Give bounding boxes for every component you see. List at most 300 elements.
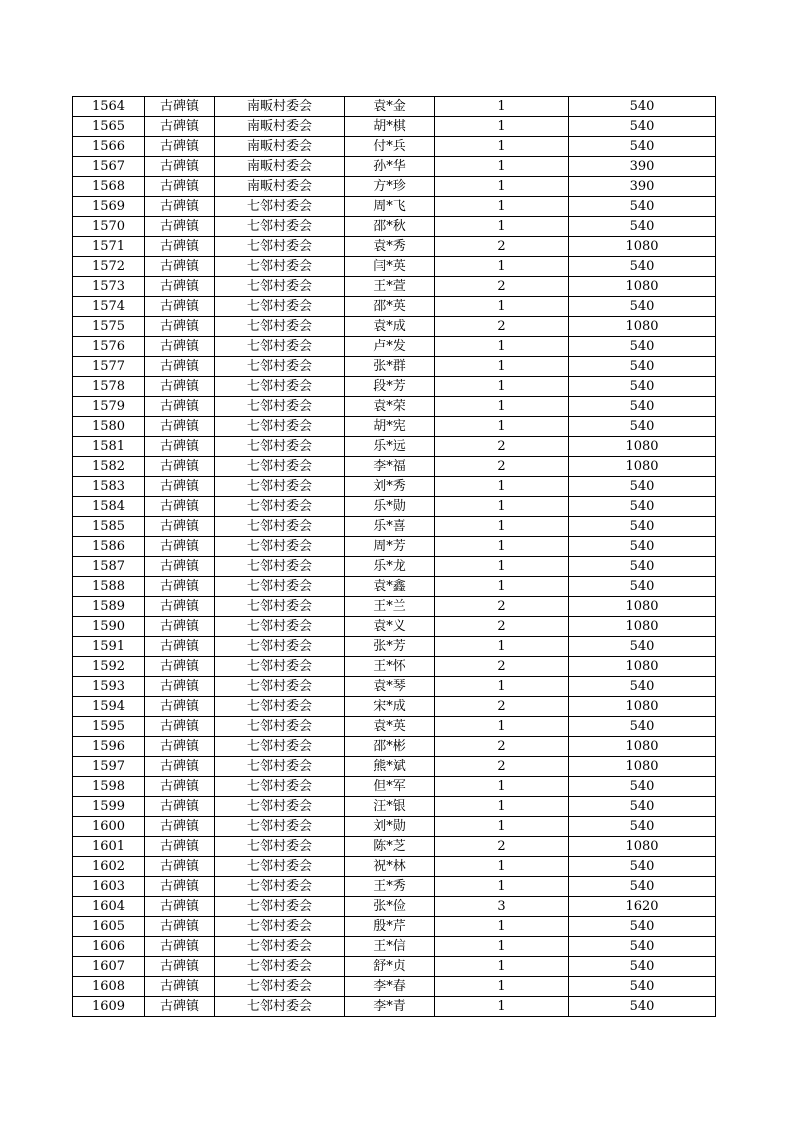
- household-count-cell: 1: [435, 117, 569, 137]
- name-cell: 刘*勋: [345, 817, 435, 837]
- amount-cell: 1080: [569, 457, 716, 477]
- village-committee-cell: 七邻村委会: [215, 437, 345, 457]
- name-cell: 汪*银: [345, 797, 435, 817]
- table-row: [73, 577, 716, 597]
- village-committee-cell: 七邻村委会: [215, 357, 345, 377]
- name-cell: 乐*喜: [345, 517, 435, 537]
- serial-number-cell: 1570: [73, 217, 145, 237]
- household-count-cell: 1: [435, 557, 569, 577]
- amount-cell: 540: [569, 977, 716, 997]
- name-cell: 殷*芹: [345, 917, 435, 937]
- town-cell: 古碑镇: [145, 457, 215, 477]
- table-row: [73, 537, 716, 557]
- name-cell: 闫*英: [345, 257, 435, 277]
- amount-cell: 1620: [569, 897, 716, 917]
- name-cell: 王*兰: [345, 597, 435, 617]
- serial-number-cell: 1603: [73, 877, 145, 897]
- amount-cell: 1080: [569, 277, 716, 297]
- table-row: [73, 417, 716, 437]
- amount-cell: 540: [569, 917, 716, 937]
- name-cell: 邵*彬: [345, 737, 435, 757]
- serial-number-cell: 1578: [73, 377, 145, 397]
- town-cell: 古碑镇: [145, 957, 215, 977]
- serial-number-cell: 1604: [73, 897, 145, 917]
- name-cell: 邵*英: [345, 297, 435, 317]
- serial-number-cell: 1598: [73, 777, 145, 797]
- amount-cell: 540: [569, 997, 716, 1017]
- town-cell: 古碑镇: [145, 417, 215, 437]
- town-cell: 古碑镇: [145, 917, 215, 937]
- household-count-cell: 1: [435, 917, 569, 937]
- amount-cell: 540: [569, 937, 716, 957]
- household-count-cell: 1: [435, 177, 569, 197]
- name-cell: 刘*秀: [345, 477, 435, 497]
- serial-number-cell: 1575: [73, 317, 145, 337]
- amount-cell: 540: [569, 257, 716, 277]
- serial-number-cell: 1593: [73, 677, 145, 697]
- household-count-cell: 2: [435, 697, 569, 717]
- table-row: [73, 517, 716, 537]
- household-count-cell: 2: [435, 237, 569, 257]
- serial-number-cell: 1568: [73, 177, 145, 197]
- household-count-cell: 2: [435, 757, 569, 777]
- household-count-cell: 1: [435, 397, 569, 417]
- name-cell: 袁*义: [345, 617, 435, 637]
- village-committee-cell: 七邻村委会: [215, 997, 345, 1017]
- table-row: [73, 257, 716, 277]
- serial-number-cell: 1587: [73, 557, 145, 577]
- serial-number-cell: 1607: [73, 957, 145, 977]
- village-committee-cell: 七邻村委会: [215, 737, 345, 757]
- household-count-cell: 1: [435, 137, 569, 157]
- village-committee-cell: 七邻村委会: [215, 637, 345, 657]
- village-committee-cell: 七邻村委会: [215, 857, 345, 877]
- name-cell: 熊*斌: [345, 757, 435, 777]
- table-row: [73, 777, 716, 797]
- table-row: [73, 177, 716, 197]
- household-count-cell: 1: [435, 717, 569, 737]
- amount-cell: 540: [569, 217, 716, 237]
- table-row: [73, 837, 716, 857]
- village-committee-cell: 七邻村委会: [215, 457, 345, 477]
- town-cell: 古碑镇: [145, 537, 215, 557]
- household-count-cell: 1: [435, 777, 569, 797]
- amount-cell: 390: [569, 177, 716, 197]
- household-count-cell: 1: [435, 337, 569, 357]
- town-cell: 古碑镇: [145, 837, 215, 857]
- serial-number-cell: 1594: [73, 697, 145, 717]
- serial-number-cell: 1572: [73, 257, 145, 277]
- name-cell: 王*萱: [345, 277, 435, 297]
- table-row: [73, 937, 716, 957]
- village-committee-cell: 七邻村委会: [215, 377, 345, 397]
- table-row: [73, 557, 716, 577]
- town-cell: 古碑镇: [145, 697, 215, 717]
- amount-cell: 540: [569, 777, 716, 797]
- town-cell: 古碑镇: [145, 117, 215, 137]
- household-count-cell: 2: [435, 457, 569, 477]
- household-count-cell: 1: [435, 357, 569, 377]
- town-cell: 古碑镇: [145, 97, 215, 117]
- town-cell: 古碑镇: [145, 657, 215, 677]
- table-row: [73, 457, 716, 477]
- name-cell: 李*青: [345, 997, 435, 1017]
- name-cell: 胡*棋: [345, 117, 435, 137]
- village-committee-cell: 七邻村委会: [215, 877, 345, 897]
- serial-number-cell: 1605: [73, 917, 145, 937]
- name-cell: 袁*金: [345, 97, 435, 117]
- village-committee-cell: 七邻村委会: [215, 237, 345, 257]
- town-cell: 古碑镇: [145, 677, 215, 697]
- town-cell: 古碑镇: [145, 997, 215, 1017]
- village-committee-cell: 七邻村委会: [215, 337, 345, 357]
- serial-number-cell: 1591: [73, 637, 145, 657]
- village-committee-cell: 七邻村委会: [215, 577, 345, 597]
- village-committee-cell: 七邻村委会: [215, 397, 345, 417]
- village-committee-cell: 七邻村委会: [215, 797, 345, 817]
- town-cell: 古碑镇: [145, 317, 215, 337]
- table-row: [73, 997, 716, 1017]
- household-count-cell: 1: [435, 537, 569, 557]
- amount-cell: 540: [569, 577, 716, 597]
- town-cell: 古碑镇: [145, 137, 215, 157]
- name-cell: 袁*鑫: [345, 577, 435, 597]
- name-cell: 周*芳: [345, 537, 435, 557]
- name-cell: 乐*勋: [345, 497, 435, 517]
- town-cell: 古碑镇: [145, 237, 215, 257]
- amount-cell: 540: [569, 117, 716, 137]
- table-row: [73, 857, 716, 877]
- household-count-cell: 1: [435, 877, 569, 897]
- household-count-cell: 1: [435, 797, 569, 817]
- household-count-cell: 2: [435, 317, 569, 337]
- village-committee-cell: 七邻村委会: [215, 557, 345, 577]
- table-row: [73, 357, 716, 377]
- name-cell: 陈*芝: [345, 837, 435, 857]
- serial-number-cell: 1602: [73, 857, 145, 877]
- name-cell: 祝*林: [345, 857, 435, 877]
- amount-cell: 540: [569, 417, 716, 437]
- amount-cell: 390: [569, 157, 716, 177]
- roster-table-body: [73, 97, 716, 1017]
- town-cell: 古碑镇: [145, 757, 215, 777]
- serial-number-cell: 1597: [73, 757, 145, 777]
- table-row: [73, 657, 716, 677]
- household-count-cell: 2: [435, 837, 569, 857]
- amount-cell: 540: [569, 717, 716, 737]
- serial-number-cell: 1596: [73, 737, 145, 757]
- amount-cell: 540: [569, 677, 716, 697]
- household-count-cell: 1: [435, 477, 569, 497]
- name-cell: 乐*远: [345, 437, 435, 457]
- table-row: [73, 197, 716, 217]
- name-cell: 方*珍: [345, 177, 435, 197]
- amount-cell: 540: [569, 397, 716, 417]
- serial-number-cell: 1579: [73, 397, 145, 417]
- serial-number-cell: 1566: [73, 137, 145, 157]
- name-cell: 胡*宪: [345, 417, 435, 437]
- table-row: [73, 757, 716, 777]
- household-count-cell: 2: [435, 657, 569, 677]
- village-committee-cell: 七邻村委会: [215, 597, 345, 617]
- village-committee-cell: 南畈村委会: [215, 137, 345, 157]
- household-count-cell: 2: [435, 737, 569, 757]
- town-cell: 古碑镇: [145, 977, 215, 997]
- town-cell: 古碑镇: [145, 877, 215, 897]
- name-cell: 周*飞: [345, 197, 435, 217]
- village-committee-cell: 七邻村委会: [215, 717, 345, 737]
- household-count-cell: 2: [435, 277, 569, 297]
- village-committee-cell: 七邻村委会: [215, 417, 345, 437]
- serial-number-cell: 1609: [73, 997, 145, 1017]
- name-cell: 袁*荣: [345, 397, 435, 417]
- village-committee-cell: 七邻村委会: [215, 977, 345, 997]
- serial-number-cell: 1577: [73, 357, 145, 377]
- table-row: [73, 717, 716, 737]
- town-cell: 古碑镇: [145, 377, 215, 397]
- serial-number-cell: 1569: [73, 197, 145, 217]
- amount-cell: 540: [569, 297, 716, 317]
- name-cell: 乐*龙: [345, 557, 435, 577]
- table-row: [73, 157, 716, 177]
- table-row: [73, 397, 716, 417]
- table-row: [73, 977, 716, 997]
- amount-cell: 540: [569, 377, 716, 397]
- name-cell: 李*福: [345, 457, 435, 477]
- serial-number-cell: 1574: [73, 297, 145, 317]
- town-cell: 古碑镇: [145, 517, 215, 537]
- table-row: [73, 277, 716, 297]
- table-row: [73, 437, 716, 457]
- serial-number-cell: 1599: [73, 797, 145, 817]
- amount-cell: 540: [569, 517, 716, 537]
- village-committee-cell: 七邻村委会: [215, 477, 345, 497]
- village-committee-cell: 七邻村委会: [215, 757, 345, 777]
- village-committee-cell: 七邻村委会: [215, 217, 345, 237]
- amount-cell: 540: [569, 497, 716, 517]
- town-cell: 古碑镇: [145, 357, 215, 377]
- town-cell: 古碑镇: [145, 777, 215, 797]
- table-row: [73, 377, 716, 397]
- serial-number-cell: 1586: [73, 537, 145, 557]
- town-cell: 古碑镇: [145, 817, 215, 837]
- town-cell: 古碑镇: [145, 437, 215, 457]
- amount-cell: 540: [569, 877, 716, 897]
- village-committee-cell: 七邻村委会: [215, 297, 345, 317]
- table-row: [73, 297, 716, 317]
- name-cell: 孙*华: [345, 157, 435, 177]
- name-cell: 付*兵: [345, 137, 435, 157]
- roster-table: [72, 96, 716, 1017]
- household-count-cell: 1: [435, 677, 569, 697]
- serial-number-cell: 1564: [73, 97, 145, 117]
- town-cell: 古碑镇: [145, 277, 215, 297]
- serial-number-cell: 1590: [73, 617, 145, 637]
- village-committee-cell: 南畈村委会: [215, 117, 345, 137]
- table-row: [73, 637, 716, 657]
- name-cell: 袁*英: [345, 717, 435, 737]
- name-cell: 袁*秀: [345, 237, 435, 257]
- household-count-cell: 2: [435, 617, 569, 637]
- serial-number-cell: 1592: [73, 657, 145, 677]
- table-row: [73, 897, 716, 917]
- table-row: [73, 317, 716, 337]
- village-committee-cell: 七邻村委会: [215, 817, 345, 837]
- table-row: [73, 117, 716, 137]
- household-count-cell: 1: [435, 817, 569, 837]
- amount-cell: 540: [569, 957, 716, 977]
- amount-cell: 1080: [569, 737, 716, 757]
- name-cell: 王*信: [345, 937, 435, 957]
- town-cell: 古碑镇: [145, 157, 215, 177]
- amount-cell: 540: [569, 637, 716, 657]
- household-count-cell: 1: [435, 937, 569, 957]
- town-cell: 古碑镇: [145, 857, 215, 877]
- village-committee-cell: 七邻村委会: [215, 917, 345, 937]
- town-cell: 古碑镇: [145, 597, 215, 617]
- household-count-cell: 1: [435, 997, 569, 1017]
- serial-number-cell: 1565: [73, 117, 145, 137]
- amount-cell: 1080: [569, 317, 716, 337]
- table-row: [73, 697, 716, 717]
- name-cell: 袁*成: [345, 317, 435, 337]
- amount-cell: 540: [569, 97, 716, 117]
- household-count-cell: 1: [435, 197, 569, 217]
- village-committee-cell: 南畈村委会: [215, 177, 345, 197]
- serial-number-cell: 1584: [73, 497, 145, 517]
- name-cell: 王*秀: [345, 877, 435, 897]
- table-row: [73, 597, 716, 617]
- town-cell: 古碑镇: [145, 197, 215, 217]
- table-row: [73, 817, 716, 837]
- village-committee-cell: 七邻村委会: [215, 677, 345, 697]
- village-committee-cell: 七邻村委会: [215, 937, 345, 957]
- town-cell: 古碑镇: [145, 497, 215, 517]
- name-cell: 王*怀: [345, 657, 435, 677]
- town-cell: 古碑镇: [145, 477, 215, 497]
- household-count-cell: 1: [435, 957, 569, 977]
- town-cell: 古碑镇: [145, 637, 215, 657]
- village-committee-cell: 七邻村委会: [215, 517, 345, 537]
- table-row: [73, 797, 716, 817]
- amount-cell: 1080: [569, 437, 716, 457]
- name-cell: 但*军: [345, 777, 435, 797]
- town-cell: 古碑镇: [145, 577, 215, 597]
- village-committee-cell: 七邻村委会: [215, 837, 345, 857]
- serial-number-cell: 1573: [73, 277, 145, 297]
- name-cell: 卢*发: [345, 337, 435, 357]
- table-row: [73, 677, 716, 697]
- table-row: [73, 97, 716, 117]
- name-cell: 张*俭: [345, 897, 435, 917]
- serial-number-cell: 1585: [73, 517, 145, 537]
- table-row: [73, 477, 716, 497]
- village-committee-cell: 七邻村委会: [215, 197, 345, 217]
- village-committee-cell: 七邻村委会: [215, 897, 345, 917]
- table-row: [73, 617, 716, 637]
- amount-cell: 1080: [569, 657, 716, 677]
- table-row: [73, 237, 716, 257]
- household-count-cell: 1: [435, 157, 569, 177]
- amount-cell: 1080: [569, 617, 716, 637]
- household-count-cell: 1: [435, 637, 569, 657]
- household-count-cell: 1: [435, 857, 569, 877]
- household-count-cell: 1: [435, 577, 569, 597]
- name-cell: 宋*成: [345, 697, 435, 717]
- serial-number-cell: 1595: [73, 717, 145, 737]
- village-committee-cell: 七邻村委会: [215, 257, 345, 277]
- village-committee-cell: 七邻村委会: [215, 697, 345, 717]
- amount-cell: 1080: [569, 837, 716, 857]
- amount-cell: 540: [569, 537, 716, 557]
- village-committee-cell: 七邻村委会: [215, 777, 345, 797]
- serial-number-cell: 1606: [73, 937, 145, 957]
- serial-number-cell: 1581: [73, 437, 145, 457]
- table-row: [73, 737, 716, 757]
- table-row: [73, 337, 716, 357]
- serial-number-cell: 1567: [73, 157, 145, 177]
- village-committee-cell: 南畈村委会: [215, 157, 345, 177]
- village-committee-cell: 七邻村委会: [215, 537, 345, 557]
- household-count-cell: 2: [435, 597, 569, 617]
- household-count-cell: 1: [435, 217, 569, 237]
- village-committee-cell: 七邻村委会: [215, 657, 345, 677]
- name-cell: 袁*琴: [345, 677, 435, 697]
- town-cell: 古碑镇: [145, 177, 215, 197]
- household-count-cell: 1: [435, 377, 569, 397]
- town-cell: 古碑镇: [145, 897, 215, 917]
- amount-cell: 1080: [569, 237, 716, 257]
- household-count-cell: 2: [435, 437, 569, 457]
- name-cell: 李*春: [345, 977, 435, 997]
- amount-cell: 540: [569, 477, 716, 497]
- town-cell: 古碑镇: [145, 937, 215, 957]
- village-committee-cell: 南畈村委会: [215, 97, 345, 117]
- name-cell: 邵*秋: [345, 217, 435, 237]
- town-cell: 古碑镇: [145, 797, 215, 817]
- town-cell: 古碑镇: [145, 257, 215, 277]
- amount-cell: 1080: [569, 757, 716, 777]
- village-committee-cell: 七邻村委会: [215, 497, 345, 517]
- amount-cell: 540: [569, 797, 716, 817]
- serial-number-cell: 1571: [73, 237, 145, 257]
- amount-cell: 540: [569, 137, 716, 157]
- amount-cell: 540: [569, 557, 716, 577]
- serial-number-cell: 1576: [73, 337, 145, 357]
- village-committee-cell: 七邻村委会: [215, 317, 345, 337]
- amount-cell: 540: [569, 197, 716, 217]
- town-cell: 古碑镇: [145, 297, 215, 317]
- serial-number-cell: 1600: [73, 817, 145, 837]
- amount-cell: 540: [569, 817, 716, 837]
- serial-number-cell: 1583: [73, 477, 145, 497]
- town-cell: 古碑镇: [145, 717, 215, 737]
- household-count-cell: 3: [435, 897, 569, 917]
- table-row: [73, 877, 716, 897]
- amount-cell: 540: [569, 357, 716, 377]
- town-cell: 古碑镇: [145, 217, 215, 237]
- name-cell: 段*芳: [345, 377, 435, 397]
- name-cell: 张*芳: [345, 637, 435, 657]
- household-count-cell: 1: [435, 97, 569, 117]
- table-row: [73, 137, 716, 157]
- household-count-cell: 1: [435, 257, 569, 277]
- household-count-cell: 1: [435, 417, 569, 437]
- town-cell: 古碑镇: [145, 617, 215, 637]
- village-committee-cell: 七邻村委会: [215, 617, 345, 637]
- serial-number-cell: 1601: [73, 837, 145, 857]
- serial-number-cell: 1582: [73, 457, 145, 477]
